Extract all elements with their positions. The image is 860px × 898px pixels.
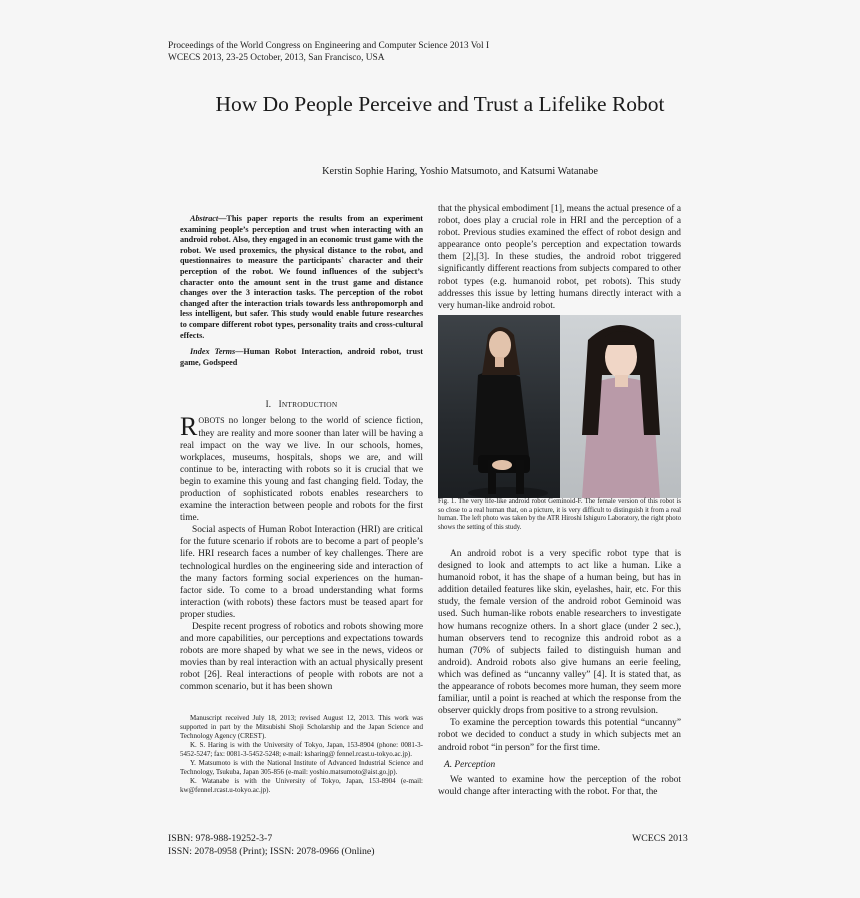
right-column-top <box>438 203 681 312</box>
photo-android-study-setting <box>560 315 682 498</box>
footer-isbn: ISBN: 978-988-19252-3-7 <box>168 833 273 844</box>
left-column <box>180 214 423 694</box>
footnotes <box>180 714 423 795</box>
footer-issn: ISSN: 2078-0958 (Print); ISSN: 2078-0966 (Online) <box>168 845 375 857</box>
footnote-watanabe: K. Watanabe is with the University of Tokyo, Japan, 153-8904 (e-mail: kw@fennel.rcast.u-tokyo.ac.jp). <box>180 777 423 794</box>
running-header <box>168 40 489 64</box>
footnote-manuscript: Manuscript received July 18, 2013; revised August 12, 2013. This work was supported in part by the Mitsubishi Shoji Scholarship and the Japan Science and Technology Agency (CREST). <box>180 714 423 740</box>
right-paragraph-2: An android robot is a very specific robot type that is designed to look and attempts to act like a human. Like a humanoid robot, it has the shape of a human being, but has in addition detailed features like skin, eyelashes, hair, etc. For this study, the female version of the android robot Geminoid was used. Such human-like robots enable researchers to investigate how humans recognize others. In a short glace (under 2 sec.), human observers tend to recognize this android robot as a human (70% of subjects failed to distinguish human and android). Android robots also give humans an eerie feeling, which was defined as “uncanny valley” [4]. It is stated that, as the appearance of robots becomes more human, they seem more familiar, until a point is reached at which the response from the observer quickly drops from positive to a strong revulsion. <box>438 549 681 717</box>
abstract-text: —This paper reports the results from an experiment examining people’s perception and trust when interacting with an android robot. Also, they engaged in an economic trust game with the robot. We used proxemics, the physical distance to the robot, and questionnaires to measure the participants` character and their perception of the robot. We found influences of the subject’s character onto the amount sent in the trust game and distance changes over the 3 interaction tasks. The perception of the robot changed after the interaction trials towards less anthropomorph and less intelligent, but safer. This study would enable future researches to compare different robot types, personality traits and cross-cultural effects. <box>180 214 423 340</box>
subsection-heading-perception: A. Perception <box>444 759 496 770</box>
section-heading-introduction: I. INTRODUCTION <box>265 399 338 410</box>
drop-cap: R <box>180 412 198 442</box>
header-conference: WCECS 2013, 23-25 October, 2013, San Francisco, USA <box>168 53 385 63</box>
footnote-haring: K. S. Haring is with the University of Tokyo, Japan, 153-8904 (phone: 0081-3-5452-5247; fax: 0081-3-5452-5248; e-mail: ksharing@ fennel.rcast.u-tokyo.ac.jp). <box>180 741 423 758</box>
photo-android-seated <box>438 315 560 498</box>
footer-identifiers <box>168 833 375 858</box>
right-paragraph-1: that the physical embodiment [1], means the actual presence of a robot, does play a crucial role in HRI and the perception of a robot. Previous studies examined the effect of robot design and appearance onto people’s perception and expectation towards them [2],[3]. In these studies, the android robot triggered significantly different reactions from subjects compared to other robot types (e.g. humanoid robot, pet robots). This study addresses this issue by letting humans directly interact with a very human-like android robot. <box>438 204 681 311</box>
figure-1-caption: Fig. 1. The very life-like android robot Geminoid-F. The female version of this robot is so close to a real human that, on a picture, it is very difficult to distinguish it from a real human. The left photo was taken by the ATR Hiroshi Ishiguro Laboratory, the right photo shows the setting of this study. <box>438 498 681 531</box>
footer-conference: WCECS 2013 <box>632 833 688 844</box>
right-column-bottom <box>438 548 681 798</box>
android-left-illustration <box>438 315 559 498</box>
intro-paragraph-2: Social aspects of Human Robot Interaction (HRI) are critical for the future scenario if robots are to become a part of people’s life. HRI research faces a number of key challenges. There are technological hurdles on the engineering side and interaction of the many factors forming social experiences on the human-factor side. To come to a broad understanding what forms interaction (with robots) these factors must be teased apart for proper studies. <box>180 525 423 620</box>
abstract-label: Abstract <box>190 214 219 223</box>
intro-paragraph-1: ROBOTS no longer belong to the world of science fiction, they are reality and more sooner than later will be having a real impact on the way we live. In our schools, homes, workplaces, museums, hospitals, shops we are, and will continue to be, interacting with robots so it is crucial that we begin to examine this young and fast changing field. Today, the production of sophisticated robots enables researchers to examine the interaction between people and robots for the first time. <box>180 412 423 524</box>
index-terms-text: —Human Robot Interaction, android robot, trust game, Godspeed <box>180 347 423 367</box>
header-proceedings: Proceedings of the World Congress on Engineering and Computer Science 2013 Vol I <box>168 41 490 51</box>
paper-title: How Do People Perceive and Trust a Lifelike Robot <box>215 92 665 116</box>
footnote-matsumoto: Y. Matsumoto is with the National Institute of Advanced Industrial Science and Technology, Tsukuba, Japan 305-856 (e-mail: yoshio.matsumoto@aist.go.jp). <box>180 759 423 776</box>
index-terms-label: Index Terms <box>190 347 236 357</box>
android-right-illustration <box>560 315 682 498</box>
right-paragraph-3: To examine the perception towards this potential “uncanny” robot we decided to conduct a study in which subjects met an android robot “in person” for the first time. <box>438 718 681 753</box>
index-terms <box>180 347 423 368</box>
abstract <box>180 214 423 341</box>
figure-1-photos <box>438 315 681 498</box>
paper-authors: Kerstin Sophie Haring, Yoshio Matsumoto, and Katsumi Watanabe <box>322 166 598 177</box>
right-paragraph-4: We wanted to examine how the perception of the robot would change after interacting with the robot. For that, the <box>438 774 681 797</box>
intro-paragraph-3: Despite recent progress of robotics and robots showing more and more capabilities, our perceptions and expectations towards robots are more shaped by what we see in the news, videos or movies than by real interaction with an actual physically present robot [26]. Real interactions of people with robots are not a common scenario, but it has been shown <box>180 622 423 693</box>
